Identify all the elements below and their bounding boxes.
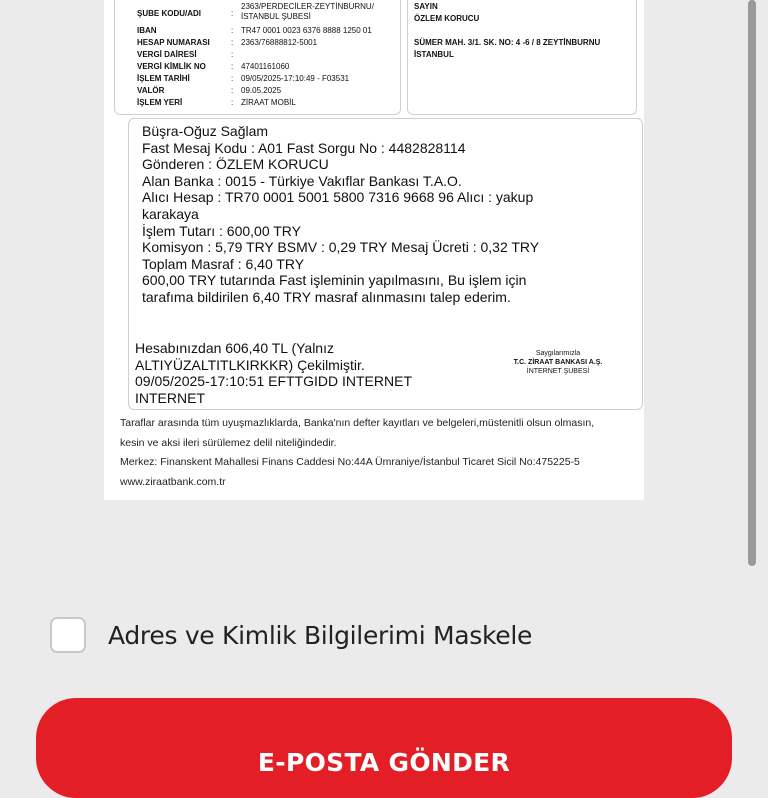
message-line: Alan Banka : 0015 - Türkiye Vakıflar Bankası T.A.O.: [142, 172, 462, 189]
footer-website: www.ziraatbank.com.tr: [120, 475, 226, 488]
message-line: Toplam Masraf : 6,40 TRY: [142, 255, 305, 272]
scrollbar-thumb[interactable]: [748, 0, 756, 566]
message-line: Fast Mesaj Kodu : A01 Fast Sorgu No : 4482828114: [142, 139, 466, 156]
send-email-button[interactable]: E-POSTA GÖNDER: [36, 698, 732, 798]
recipient-salutation: SAYIN: [414, 2, 438, 11]
footer-disclaimer: Taraflar arasında tüm uyuşmazlıklarda, Banka'nın defter kayıtları ve belgeleri,müstenitli olsun olmasın,: [120, 417, 595, 429]
receipt-footer: [120, 414, 660, 492]
transaction-message: [142, 123, 562, 306]
recipient-name: ÖZLEM KORUCU: [414, 14, 480, 23]
withdrawal-notice: Hesabınızdan 606,40 TL (Yalnız ALTIYÜZALTITLKIRKKR) Çekilmiştir. 09/05/2025-17:10:51 EFTTGIDD INTERNET INTERNET: [135, 340, 412, 406]
message-line: tarafıma bildirilen 6,40 TRY masraf alınmasını talep ederim.: [142, 288, 511, 305]
message-line: İşlem Tutarı : 600,00 TRY: [142, 222, 302, 239]
message-line: Gönderen : ÖZLEM KORUCU: [142, 156, 329, 173]
bank-signature: Saygılarımızla T.C. ZİRAAT BANKASI A.Ş. İNTERNET ŞUBESİ: [513, 350, 603, 375]
mask-checkbox[interactable]: [50, 617, 86, 653]
recipient-address-line1: SÜMER MAH. 3/1. SK. NO: 4 -6 / 8 ZEYTİNBURNU: [414, 38, 601, 47]
mask-option-label[interactable]: Adres ve Kimlik Bilgilerimi Maskele: [108, 620, 533, 650]
message-line: Alıcı Hesap : TR70 0001 5001 5800 7316 9668 96 Alıcı : yakup: [142, 189, 534, 206]
message-line: Büşra-Oğuz Sağlam: [142, 123, 269, 139]
message-line: Komisyon : 5,79 TRY BSMV : 0,29 TRY Mesaj Ücreti : 0,32 TRY: [142, 239, 540, 256]
scrollbar-track[interactable]: [748, 0, 756, 566]
footer-address: Merkez: Finanskent Mahallesi Finans Caddesi No:44A Ümraniye/İstanbul Ticaret Sicil No:475225-5: [120, 456, 580, 469]
message-line: 600,00 TRY tutarında Fast işleminin yapılmasını, Bu işlem için: [142, 272, 527, 289]
message-line: karakaya: [142, 205, 199, 222]
recipient-address-line2: İSTANBUL: [414, 50, 454, 59]
mask-option-row[interactable]: [50, 615, 532, 655]
footer-disclaimer: kesin ve aksi ileri sürülemez delil niteliğindedir.: [120, 436, 337, 449]
